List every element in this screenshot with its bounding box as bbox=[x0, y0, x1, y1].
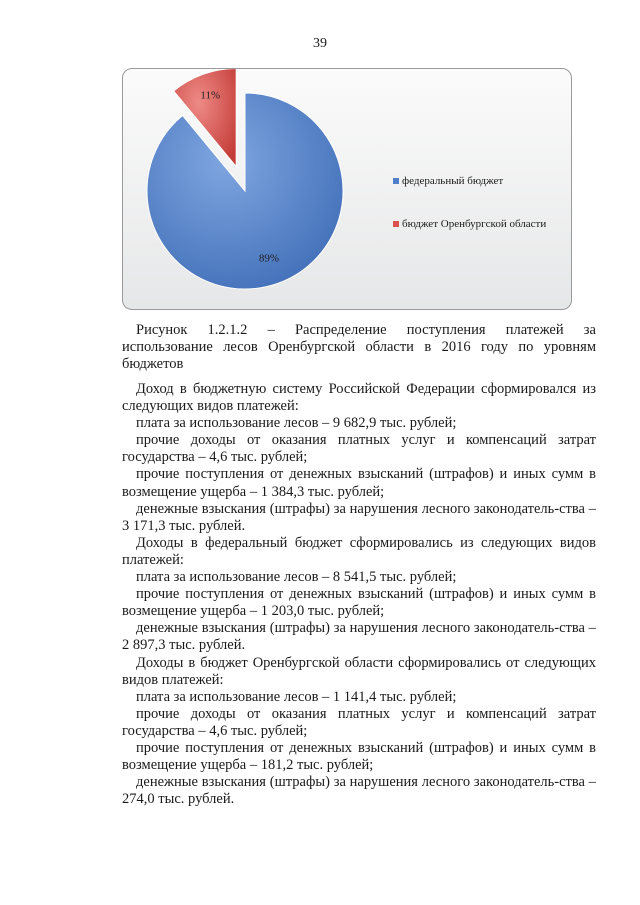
pie-chart bbox=[122, 68, 572, 310]
list-item: денежные взыскания (штрафы) за нарушения лесного законодатель-ства – 3 171,3 тыс. рублей. bbox=[122, 500, 596, 534]
legend-item-federal bbox=[393, 175, 546, 187]
caption-number: 1.2.1.2 bbox=[207, 322, 248, 338]
caption-word: за bbox=[583, 322, 596, 338]
caption-word: поступления bbox=[406, 322, 486, 338]
list-item: прочие доходы от оказания платных услуг и компенсаций затрат государства – 4,6 тыс. рублей; bbox=[122, 705, 596, 739]
paragraph-total-intro: Доход в бюджетную систему Российской Федерации сформировался из следующих видов платежей: bbox=[122, 381, 596, 415]
caption-word: Распределение bbox=[294, 322, 387, 338]
legend-swatch-regional bbox=[393, 221, 399, 227]
legend-label-federal: федеральный бюджет bbox=[402, 175, 504, 187]
body-text bbox=[122, 381, 596, 808]
page-number: 39 bbox=[313, 36, 327, 51]
caption-rest: использование лесов Оренбургской области в 2016 году по уровням бюджетов bbox=[122, 339, 596, 372]
caption-dash: – bbox=[267, 322, 275, 338]
list-item: денежные взыскания (штрафы) за нарушения лесного законодатель-ства – 274,0 тыс. рублей. bbox=[122, 774, 596, 808]
list-item: прочие доходы от оказания платных услуг и компенсаций затрат государства – 4,6 тыс. рублей; bbox=[122, 432, 596, 466]
legend-label-regional: бюджет Оренбургской области bbox=[402, 218, 547, 230]
list-item: плата за использование лесов – 8 541,5 тыс. рублей; bbox=[136, 569, 457, 586]
list-item: денежные взыскания (штрафы) за нарушения лесного законодатель-ства – 2 897,3 тыс. рублей. bbox=[122, 620, 596, 654]
paragraph-regional-intro: Доходы в бюджет Оренбургской области сформировались от следующих видов платежей: bbox=[122, 654, 596, 688]
chart-legend bbox=[393, 175, 546, 261]
caption-word: платежей bbox=[505, 322, 564, 338]
figure-caption bbox=[122, 322, 596, 373]
caption-first-line bbox=[122, 322, 596, 339]
legend-item-regional bbox=[393, 218, 546, 230]
data-label-federal: 89% bbox=[258, 252, 279, 265]
pie-slice-federal bbox=[147, 93, 343, 289]
caption-prefix: Рисунок bbox=[136, 322, 188, 338]
list-item: плата за использование лесов – 9 682,9 тыс. рублей; bbox=[136, 415, 457, 432]
legend-swatch-federal bbox=[393, 178, 399, 184]
data-label-regional: 11% bbox=[200, 89, 221, 102]
paragraph-federal-intro: Доходы в федеральный бюджет сформировались из следующих видов платежей: bbox=[122, 534, 596, 568]
list-item: прочие поступления от денежных взысканий (штрафов) и иных сумм в возмещение ущерба – 1 203,0 тыс. рублей; bbox=[122, 586, 596, 620]
list-item: прочие поступления от денежных взысканий (штрафов) и иных сумм в возмещение ущерба – 181,2 тыс. рублей; bbox=[122, 739, 596, 774]
list-item: плата за использование лесов – 1 141,4 тыс. рублей; bbox=[136, 688, 457, 705]
list-item: прочие поступления от денежных взысканий (штрафов) и иных сумм в возмещение ущерба – 1 384,3 тыс. рублей; bbox=[122, 466, 596, 500]
